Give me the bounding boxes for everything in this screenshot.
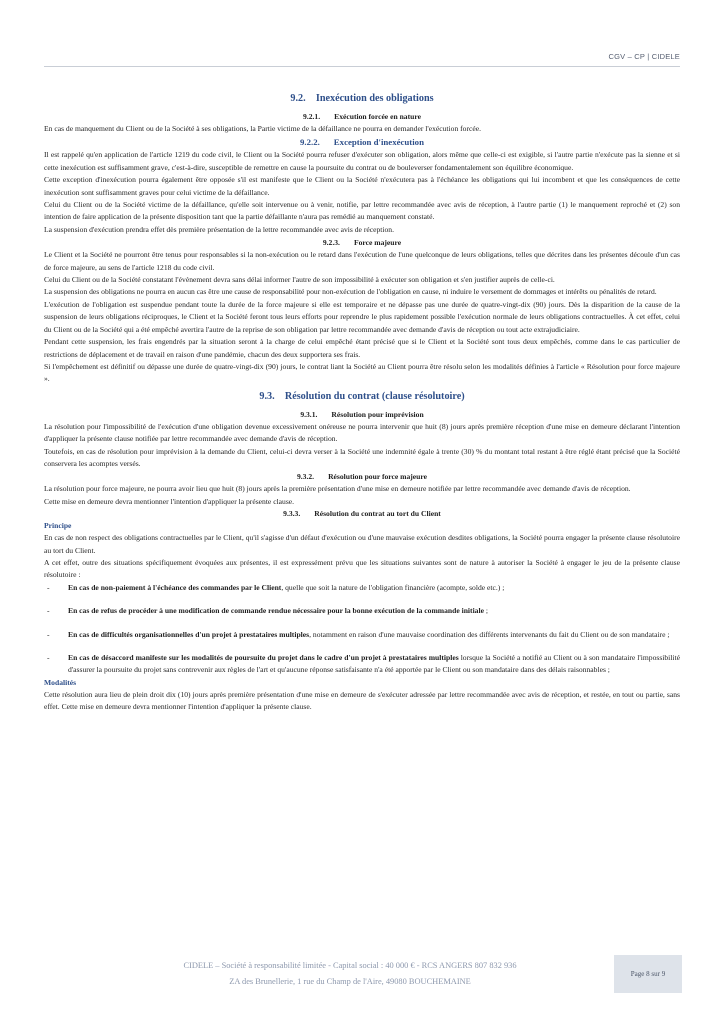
paragraph: La résolution pour force majeure, ne pourra avoir lieu que huit (8) jours après la première présentation d'une mise en demeure notifiée par lettre recommandée avec demande d'avis de réception. [44,484,631,494]
section-title: Résolution du contrat (clause résolutoire) [284,390,465,402]
list-spacer [44,641,680,652]
list-item [44,605,680,617]
list-item [44,652,680,677]
header-divider [44,66,680,67]
subsection-number: 9.2.2. [300,137,320,148]
subsection-title: Exception d'inexécution [333,137,424,148]
paragraph: Cette exception d'inexécution pourra également être opposée s'il est manifeste que le Client ou la Société n'exécutera pas à l'échéance les obligations qui lui incombent et que les conséquences de cette inexécution sont suffisamment graves pour celui victime de la défaillance. [44,175,680,197]
paragraph: A cet effet, outre des situations spécifiquement évoquées aux présentes, il est expressément prévu que les situations suivantes sont de nature à autoriser la Société à engager le jeu de la présente clause résolutoire : [44,557,680,580]
paragraph: Celui du Client ou de la Société victime de la défaillance, qu'elle soit intervenue ou à venir, notifie, par lettre recommandée avec avis de réception, à l'autre partie (1) le manquement reproché et (2) son intention de faire application de la présente disposition tant que la partie défaillante n'aura pas remédié au manquement constaté. [44,200,680,222]
list-dash: - [47,653,50,662]
footer-company-info [140,958,560,989]
section-9-2-3-heading [44,237,680,249]
section-9-3-3-heading [44,508,680,520]
list-item [44,629,680,641]
subsection-number: 9.2.3. [322,238,340,248]
list-spacer [44,594,680,605]
paragraph: Cette mise en demeure devra mentionner l'intention d'appliquer la présente clause. [44,496,295,506]
page-body [44,92,680,714]
footer-line-address: ZA des Brunellerie, 1 rue du Champ de l'Aire, 49080 BOUCHEMAINE [229,976,471,986]
section-9-2-1-heading [44,111,680,123]
list-spacer [44,618,680,629]
paragraph: L'exécution de l'obligation est suspendue pendant toute la durée de la force majeure si elle est temporaire et ne dépasse pas une durée de quatre-vingt-dix (90) jours. Dès la disparition de la cause de la suspension de leurs obligations réciproques, le Client et la Société feront tous leurs efforts pour reprendre le plus rapidement possible l'exécution normale de leurs obligations contractuelles. À cet effet, celui du Client ou de la Société qui a été empêché avertira l'autre de la reprise de son obligation par lettre recommandée avec demande d'avis de réception ou tout acte extrajudiciaire. [44,299,680,334]
paragraph: Toutefois, en cas de résolution pour imprévision à la demande du Client, celui-ci devra verser à la Société une indemnité égale à trente (30) % du montant total restant à être réglé étant précisé que la Société conservera les acomptes versés. [44,446,680,468]
paragraph: Il est rappelé qu'en application de l'article 1219 du code civil, le Client ou la Société pourra refuser d'exécuter son obligation, alors même que celle-ci est exigible, si l'autre partie n'exécute pas la sienne et si cette inexécution est suffisamment grave, c'est-à-dire, susceptible de remettre en cause la poursuite du contrat ou de bouleverser fondamentalement son équilibre économique. [44,150,680,172]
list-item-bold: En cas de refus de procéder à une modification de commande rendue nécessaire pour la bonne exécution de la commande initiale [68,606,484,616]
paragraph: En cas de manquement du Client ou de la Société à ses obligations, la Partie victime de la défaillance ne pourra en demander l'exécution forcée. [44,124,482,133]
list-item-text: ; [483,606,488,616]
subsection-number: 9.3.3. [283,509,301,519]
paragraph: La suspension d'exécution prendra effet dès première présentation de la lettre recommandée avec avis de réception. [44,224,394,234]
list-dash: - [47,582,50,592]
list-item-text: lorsque la Société a notifié au Client ou à son mandataire l'impossibilité d'assurer la poursuite du projet sans contrevenir aux règles de l'art et qu'aucune réponse satisfaisante n'a été apportée par le Client ou son mandataire dans des délais raisonnables ; [68,653,680,675]
page-number: Page 8 sur 9 [630,970,666,978]
principe-label: Principe [44,521,72,531]
subsection-title: Résolution du contrat au tort du Client [314,509,441,519]
section-number: 9.2. [290,93,306,104]
list-item-bold: En cas de désaccord manifeste sur les modalités de poursuite du projet dans le cadre d'un projet à prestataires multiples [68,653,459,662]
section-9-3-heading [44,390,680,404]
section-9-2-heading [44,92,680,106]
subsection-title: Résolution pour force majeure [328,472,427,482]
list-item-text: , notamment en raison d'une mauvaise coordination des différents intervenants du fait du Client ou de son mandataire ; [309,629,670,639]
section-number: 9.3. [259,390,275,402]
paragraph: Celui du Client ou de la Société constatant l'évènement devra sans délai informer l'autre de son impossibilité à exécuter son obligation et s'en justifier auprès de celle-ci. [44,275,555,285]
page-number-box [614,955,682,993]
modalites-label: Modalités [44,677,77,687]
subsection-number: 9.2.1. [303,112,321,121]
section-9-3-1-heading [44,409,680,421]
paragraph: Si l'empêchement est définitif ou dépasse une durée de quatre-vingt-dix (90) jours, le contrat liant la Société au Client pourra être résolu selon les modalités définies à l'article « Résolution pour force majeure ». [44,361,680,384]
paragraph: Le Client et la Société ne pourront être tenus pour responsables si la non-exécution ou le retard dans l'exécution de l'une quelconque de leurs obligations, telles que décrites dans les présentes découle d'un cas de force majeure, au sens de l'article 1218 du code civil. [44,250,680,272]
section-9-2-2-heading [44,135,680,149]
section-title: Inexécution des obligations [315,93,434,104]
paragraph: La suspension des obligations ne pourra en aucun cas être une cause de responsabilité pour non-exécution de l'obligation en cause, ni induire le versement de dommages et intérêts ou pénalités de retard. [44,287,657,297]
list-item-bold: En cas de difficultés organisationnelles d'un projet à prestataires multiples [68,629,310,639]
paragraph: Pendant cette suspension, les frais engendrés par la situation seront à la charge de celui empêché étant précisé que si le Client et la Société sont tous deux empêchés, comme dans le cas particulier de restrictions de déplacement et de travail en raison d'une pandémie, chacun des deux supportera ses frais. [44,337,680,359]
footer-line-company: CIDELE – Société à responsabilité limitée - Capital social : 40 000 € - RCS ANGERS 807 832 936 [183,961,517,970]
paragraph: En cas de non respect des obligations contractuelles par le Client, qu'il s'agisse d'un défaut d'exécution ou d'une mauvaise exécution desdites obligations, la Société pourra engager la présente clause résolutoire au tort du Client. [44,533,680,555]
subsection-title: Résolution pour imprévision [331,409,424,419]
section-9-3-2-heading [44,471,680,483]
list-item [44,582,680,594]
situations-list [44,582,680,677]
paragraph: La résolution pour l'impossibilité de l'exécution d'une obligation devenue excessivement onéreuse ne pourra intervenir que huit (8) jours après première réception d'une mise en demeure déclarant l'intention d'appliquer la présente clause notifiée par lettre recommandée avec demande d'avis de réception. [44,421,680,444]
list-dash: - [47,629,50,639]
subsection-number: 9.3.2. [296,472,315,482]
list-dash: - [47,606,50,616]
subsection-title: Force majeure [353,238,402,248]
paragraph: Cette résolution aura lieu de plein droit dix (10) jours après première présentation d'une mise en demeure de s'exécuter adressée par lettre recommandée avec avis de réception, et restée, en tout ou partie, sans effet. Cette mise en demeure devra mentionner l'intention d'appliquer la présente clause. [44,689,680,712]
subsection-title: Exécution forcée en nature [334,112,421,121]
list-item-text: , quelle que soit la nature de l'obligation financière (acompte, solde etc.) ; [281,582,505,592]
subsection-number: 9.3.1. [300,409,318,419]
list-item-bold: En cas de non-paiement à l'échéance des commandes par le Client [68,582,282,592]
document-reference: CGV – CP | CIDELE [608,52,680,61]
